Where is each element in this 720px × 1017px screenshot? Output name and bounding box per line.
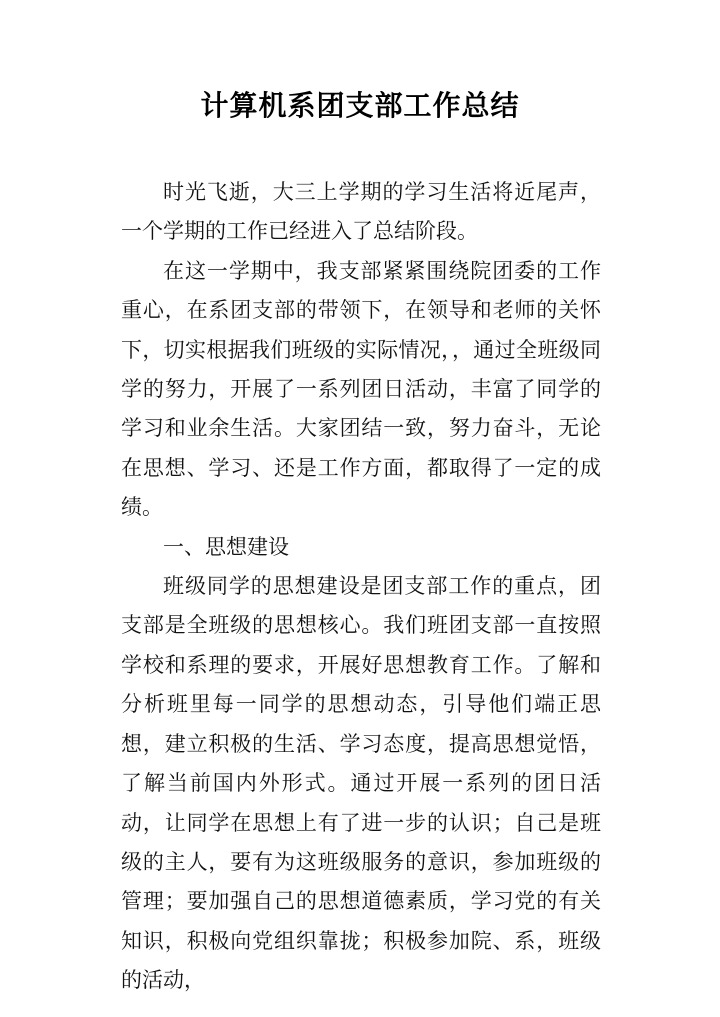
section-heading-ideology: 一、思想建设 (163, 534, 289, 559)
document-body (121, 173, 601, 1001)
paragraph-intro: 时光飞逝，大三上学期的学习生活将近尾声，一个学期的工作已经进入了总结阶段。 (121, 180, 601, 244)
paragraph-overview: 在这一学期中，我支部紧紧围绕院团委的工作重心，在系团支部的带领下，在领导和老师的关怀下，切实根据我们班级的实际情况，，通过全班级同学的努力，开展了一系列团日活动，丰富了同学的学习和业余生活。大家团结一致，努力奋斗，无论在思想、学习、还是工作方面，都取得了一定的成绩。 (121, 258, 601, 520)
document-title: 计算机系团支部工作总结 (200, 89, 520, 122)
paragraph-ideology: 班级同学的思想建设是团支部工作的重点，团支部是全班级的思想核心。我们班团支部一直按照学校和系理的要求，开展好思想教育工作。了解和分析班里每一同学的思想动态，引导他们端正思想，建立积极的生活、学习态度，提高思想觉悟，了解当前国内外形式。通过开展一系列的团日活动，让同学在思想上有了进一步的认识；自己是班级的主人，要有为这班级服务的意识，参加班级的管理；要加强自己的思想道德素质，学习党的有关知识，积极向党组织靠拢；积极参加院、系，班级的活动， (121, 574, 601, 993)
